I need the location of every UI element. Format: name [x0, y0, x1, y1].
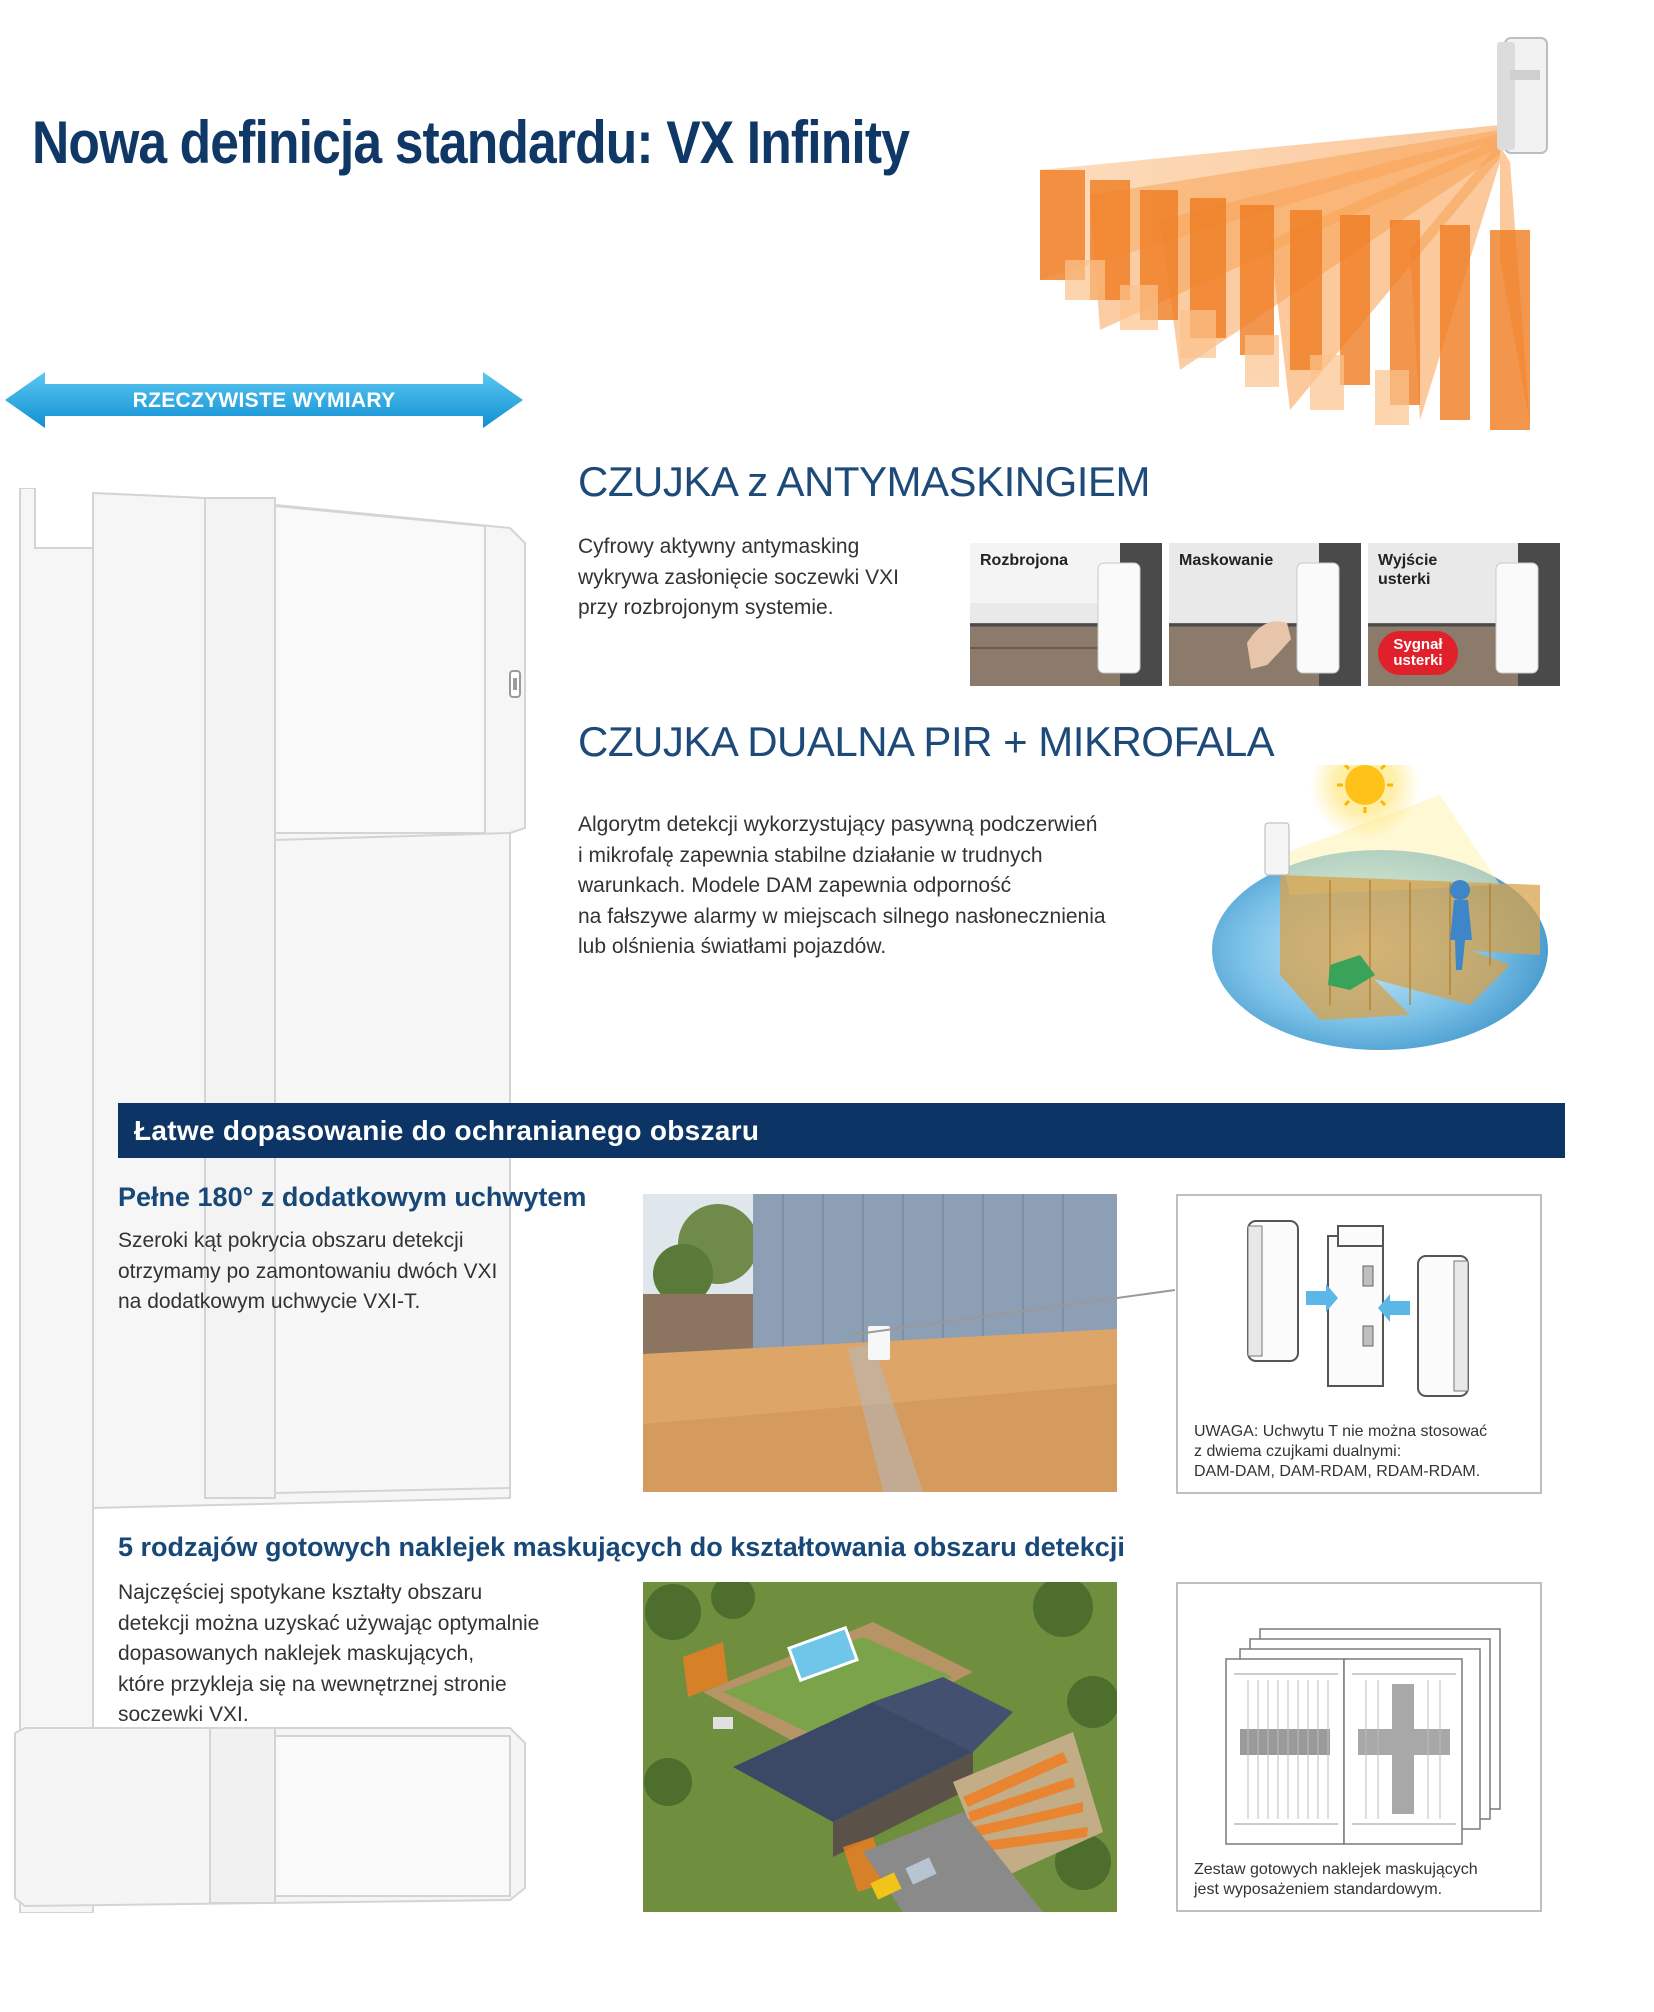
- masks-line: które przykleja się na wewnętrznej stronie: [118, 1672, 507, 1696]
- anti-mask-heading: CZUJKA z ANTYMASKINGIEM: [578, 458, 1150, 505]
- bracket-note: [1194, 1422, 1487, 1482]
- section-band-header: [118, 1103, 1565, 1158]
- dimension-label: RZECZYWISTE WYMIARY: [132, 389, 396, 412]
- coverage-heading: Pełne 180° z dodatkowym uchwytem: [118, 1182, 587, 1212]
- anti-mask-line: przy rozbrojonym systemie.: [578, 596, 834, 619]
- dual-line: na fałszywe alarmy w miejscach silnego nasłonecznienia: [578, 904, 1106, 928]
- masks-heading: 5 rodzajów gotowych naklejek maskujących do kształtowania obszaru detekcji: [118, 1532, 1125, 1562]
- note-line: z dwiema czujkami dualnymi:: [1194, 1443, 1402, 1460]
- dual-line: i mikrofalę zapewnia stabilne działanie w trudnych: [578, 843, 1043, 867]
- coverage-description: [118, 1226, 497, 1318]
- caption-line: jest wyposażeniem standardowym.: [1194, 1881, 1443, 1898]
- note-line: UWAGA: Uchwytu T nie można stosować: [1194, 1423, 1488, 1440]
- mask-stickers-caption: [1194, 1860, 1478, 1900]
- masks-line: soczewki VXI.: [118, 1703, 249, 1726]
- mask-stickers-panel: [1176, 1582, 1542, 1912]
- masks-line: Najczęściej spotykane kształty obszaru: [118, 1581, 483, 1604]
- callout-line: [850, 1285, 1180, 1345]
- bracket-diagram-panel: [1176, 1194, 1542, 1494]
- masks-line: detekcji można uzyskać używając optymalnie: [118, 1611, 540, 1635]
- state-photo-disarmed: [970, 543, 1162, 686]
- state-label: Wyjście usterki: [1378, 552, 1438, 588]
- caption-line: Zestaw gotowych naklejek maskujących: [1194, 1861, 1478, 1878]
- house-aerial-illustration: [643, 1582, 1117, 1912]
- dual-line: lub olśnienia światłami pojazdów.: [578, 935, 887, 958]
- state-label: Maskowanie: [1179, 552, 1274, 569]
- dual-sensor-description: [578, 810, 1106, 963]
- state-label: Rozbrojona: [980, 552, 1068, 569]
- dual-sensor-heading: CZUJKA DUALNA PIR + MIKROFALA: [578, 718, 1275, 765]
- state-photo-masking: [1169, 543, 1361, 686]
- anti-mask-description: [578, 532, 899, 624]
- masks-description: [118, 1578, 539, 1731]
- detection-fan-illustration: [1030, 30, 1570, 435]
- coverage-line: Szeroki kąt pokrycia obszaru detekcji: [118, 1229, 464, 1252]
- section-band-title: Łatwe dopasowanie do ochranianego obszaru: [134, 1115, 760, 1146]
- bracket-assembly-diagram: [1178, 1206, 1540, 1406]
- masks-line: dopasowanych naklejek maskujących,: [118, 1642, 475, 1665]
- coverage-line: na dodatkowym uchwycie VXI-T.: [118, 1290, 421, 1313]
- sun-detection-illustration: [1210, 765, 1560, 1065]
- state-photo-trouble: [1368, 543, 1560, 686]
- dual-line: Algorytm detekcji wykorzystujący pasywną podczerwień: [578, 813, 1098, 836]
- anti-mask-line: wykrywa zasłonięcie soczewki VXI: [578, 565, 899, 589]
- note-line: DAM-DAM, DAM-RDAM, RDAM-RDAM.: [1194, 1463, 1481, 1480]
- trouble-badge: Sygnał usterki: [1378, 631, 1458, 675]
- dual-line: warunkach. Modele DAM zapewnia odporność: [578, 874, 1012, 897]
- coverage-line: otrzymamy po zamontowaniu dwóch VXI: [118, 1259, 498, 1283]
- anti-mask-line: Cyfrowy aktywny antymasking: [578, 535, 860, 558]
- page-title: Nowa definicja standardu: VX Infinity: [32, 109, 910, 176]
- mask-stickers-diagram: [1178, 1614, 1540, 1864]
